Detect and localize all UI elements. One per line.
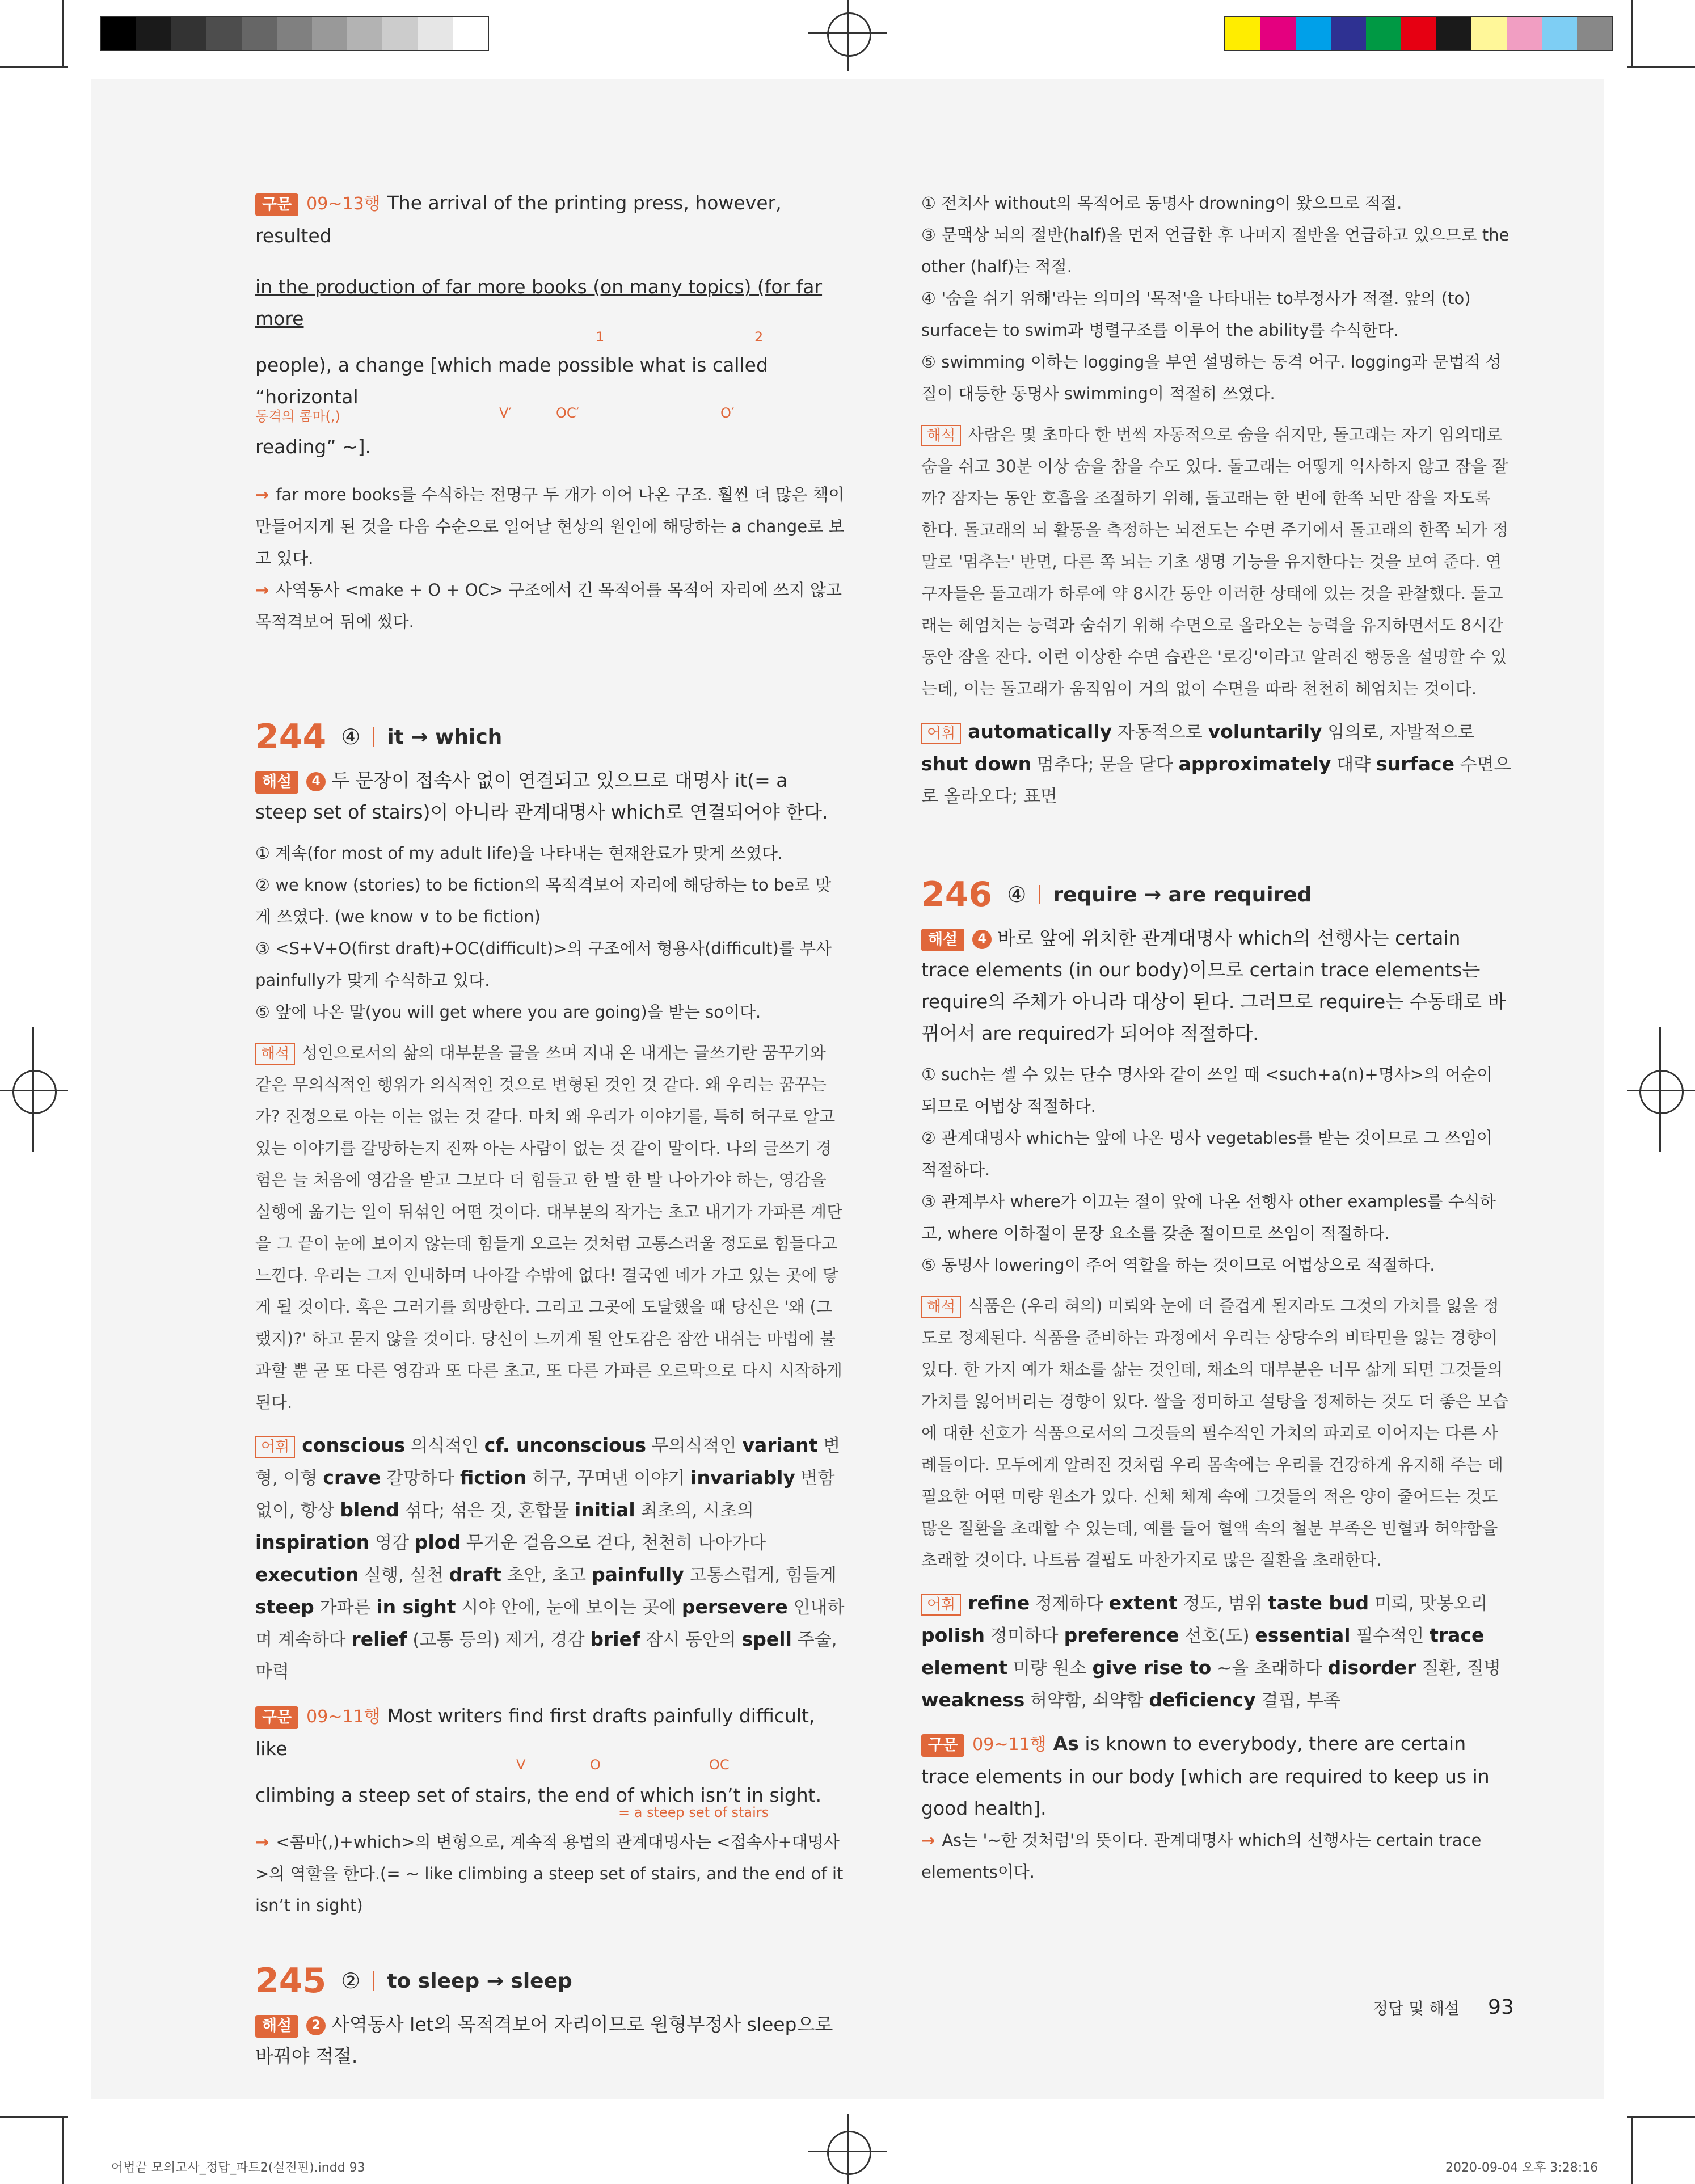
choice-note: ⑤ swimming 이하는 logging을 부연 설명하는 동격 어구. logging과 문법적 성질이 대등한 동명사 swimming이 적절히 쓰였다. xyxy=(921,352,1502,403)
crop-mark xyxy=(62,0,64,68)
vocab-gloss: 잠시 동안의 xyxy=(640,1630,742,1650)
syntax-note: 구문 09~11행 As is known to everybody, there are certain trace elements in our body [which are required to keep us in good health]. xyxy=(921,1732,1490,1819)
question-number: 244 xyxy=(255,717,327,757)
vocab-gloss: 무거운 걸음으로 걷다, 천천히 나아가다 xyxy=(461,1533,766,1553)
vocab-term: crave xyxy=(323,1466,381,1489)
choice-note: ⑤ 앞에 나온 말(you will get where you are going)을 받는 so이다. xyxy=(255,1002,761,1022)
vocab-term: brief xyxy=(590,1628,640,1650)
registration-mark xyxy=(827,2131,871,2175)
vocab-gloss: 실행, 실천 xyxy=(359,1565,449,1586)
question-header-246 xyxy=(921,875,1511,914)
answer-choice: ④ xyxy=(1007,882,1027,907)
vocab-gloss: 주술, 마력 xyxy=(255,1630,837,1682)
vocab-term: approximately xyxy=(1178,753,1331,775)
explanation: 해설 2 사역동사 let의 목적격보어 자리이므로 원형부정사 sleep으로 바꿔야 적절. xyxy=(255,2013,833,2067)
color-swatch xyxy=(1366,17,1401,50)
vocab-gloss: 임의로, 자발적으로 xyxy=(1322,722,1475,743)
color-bar xyxy=(1224,16,1613,51)
vocab-gloss: 정미하다 xyxy=(985,1626,1064,1646)
vocab-term: painfully xyxy=(592,1563,684,1586)
vocab-gloss: 수면으로 올라오다; 표면 xyxy=(921,754,1511,807)
vocab-term: give rise to xyxy=(1092,1656,1212,1679)
vocab-term: deficiency xyxy=(1149,1689,1256,1711)
arrow-icon: → xyxy=(921,1831,935,1850)
arrow-note: → <콤마(,)+which>의 변형으로, 계속적 용법의 관계대명사는 <접속사+대명사>의 역할을 한다.(= ~ like climbing a steep set of stairs, and the end of it isn’t in sight) xyxy=(255,1832,844,1915)
vocab-term: variant xyxy=(742,1434,818,1456)
slug-filename: 어법끝 모의고사_정답_파트2(실전편).indd 93 xyxy=(111,2161,365,2175)
vocabulary: 어휘 conscious 의식적인 cf. unconscious 무의식적인 variant 변형, 이형 crave 갈망하다 fiction 허구, 꾸며낸 이야기 invariably 변함없이, 항상 blend 섞다; 섞은 것, 혼합물 initial 최초의, 시초의 inspiration 영감 plod 무거운 걸음으로 걷다, 천천히 나아가다 execution 실행, 실천 draft 초안, 초고 painfully 고통스럽게, 힘들게 steep 가파른 in sight 시야 안에, 눈에 보이는 곳에 persevere 인내하며 계속하다 relief (고통 등의) 제거, 경감 brief 잠시 동안의 spell 주술, 마력 xyxy=(255,1434,845,1682)
vocab-term: persevere xyxy=(681,1596,788,1618)
vocab-term: initial xyxy=(574,1499,635,1521)
color-swatch xyxy=(1225,17,1260,50)
vocab-term: plod xyxy=(414,1531,461,1553)
vocab-gloss: 허구, 꾸며낸 이야기 xyxy=(526,1468,691,1489)
answer-number-icon: 2 xyxy=(306,2016,326,2035)
sentence-line: people), a change [which made possible what is called “horizontal xyxy=(255,354,768,408)
vocab-term: fiction xyxy=(459,1466,527,1489)
vocab-term: cf. unconscious xyxy=(484,1434,646,1456)
registration-mark xyxy=(12,1070,57,1114)
vocabulary: 어휘 refine 정제하다 extent 정도, 범위 taste bud 미뢰, 맛봉오리 polish 정미하다 preference 선호(도) essential 필수적인 trace element 미량 원소 give rise to ~을 초래하다 disorder 질환, 질병 weakness 허약함, 쇠약함 deficiency 결핍, 부족 xyxy=(921,1592,1501,1711)
vocab-gloss: 선호(도) xyxy=(1179,1626,1255,1646)
question-number: 245 xyxy=(255,1961,327,2001)
vocab-term: relief xyxy=(351,1628,407,1650)
vocab-term: preference xyxy=(1064,1624,1179,1646)
registration-mark xyxy=(0,1090,68,1091)
vocab-gloss: 섞다; 섞은 것, 혼합물 xyxy=(399,1500,575,1521)
vocab-term: conscious xyxy=(302,1434,406,1456)
registration-mark xyxy=(827,12,871,57)
vocab-term: taste bud xyxy=(1268,1592,1369,1614)
divider xyxy=(1039,885,1040,904)
color-swatch xyxy=(347,17,382,50)
vocab-term: spell xyxy=(741,1628,792,1650)
registration-mark xyxy=(32,1027,34,1152)
registration-mark xyxy=(847,2114,849,2184)
grammar-labels: 동격의 콤마(,) V′ OC′ O′ xyxy=(255,405,735,424)
vocab-term: surface xyxy=(1376,753,1454,775)
arrow-note: → far more books를 수식하는 전명구 두 개가 이어 나온 구조. 훨씬 더 많은 책이 만들어지게 된 것을 다음 수순으로 일어날 현상의 원인에 해당하는 a change로 보고 있다. xyxy=(255,485,845,568)
vocab-term: essential xyxy=(1255,1624,1351,1646)
choice-note: ③ 관계부사 where가 이끄는 절이 앞에 나온 선행사 other examples를 수식하고, where 이하절이 문장 요소를 갖춘 절이므로 쓰임이 적절하다. xyxy=(921,1192,1496,1243)
vocab-term: shut down xyxy=(921,753,1032,775)
vocab-gloss: 필수적인 xyxy=(1350,1626,1430,1646)
vocab-gloss: 자동적으로 xyxy=(1112,722,1208,743)
crop-mark xyxy=(1631,0,1633,68)
vocab-gloss: 인내하며 계속하다 xyxy=(255,1597,845,1650)
choice-note: ② we know (stories) to be fiction의 목적격보어 자리에 해당하는 to be로 맞게 쓰였다. (we know ∨ to be fiction) xyxy=(255,875,832,926)
divider xyxy=(373,727,374,747)
vocab-term: blend xyxy=(340,1499,399,1521)
left-column xyxy=(255,187,845,2072)
vocab-term: in sight xyxy=(376,1596,456,1618)
slug-timestamp: 2020-09-04 오후 3:28:16 xyxy=(1445,2161,1599,2175)
page-number: 93 xyxy=(1488,1996,1514,2019)
question-header-244 xyxy=(255,717,845,757)
color-swatch xyxy=(1507,17,1542,50)
vocab-gloss: 정제하다 xyxy=(1030,1593,1109,1614)
vocab-gloss: 고통스럽게, 힘들게 xyxy=(684,1565,837,1586)
grammar-labels: = a steep set of stairs xyxy=(618,1804,769,1820)
answer-choice: ④ xyxy=(341,724,361,749)
vocab-gloss: 영감 xyxy=(369,1533,415,1553)
registration-mark xyxy=(847,0,849,71)
explanation: 해설 4 바로 앞에 위치한 관계대명사 which의 선행사는 certain trace elements (in our body)이므로 certain trace elements는 require의 주체가 아니라 대상이 된다. 그러므로 require는 수동태로 바뀌어서 are required가 되어야 적절하다. xyxy=(921,927,1506,1044)
color-swatch xyxy=(382,17,418,50)
vocab-gloss: 허약함, 쇠약함 xyxy=(1024,1690,1149,1711)
syntax-note xyxy=(255,187,845,252)
sentence-line: reading” ~]. xyxy=(255,436,371,458)
choice-note: ① such는 셀 수 있는 단수 명사와 같이 쓰일 때 <such+a(n)+명사>의 어순이 되므로 어법상 적절하다. xyxy=(921,1065,1493,1116)
footer-label: 정답 및 해설 xyxy=(1373,1999,1460,2018)
vocab-gloss: 시야 안에, 눈에 보이는 곳에 xyxy=(456,1597,682,1618)
line-ref: 09~13행 xyxy=(306,194,381,214)
color-swatch xyxy=(1401,17,1436,50)
registration-mark xyxy=(1627,1090,1695,1091)
vocabulary: 어휘 automatically 자동적으로 voluntarily 임의로, 자발적으로 shut down 멈추다; 문을 닫다 approximately 대략 surface 수면으로 올라오다; 표면 xyxy=(921,720,1511,807)
sentence-text: The arrival of the printing press, however, resulted xyxy=(255,192,782,247)
vocab-term: execution xyxy=(255,1563,359,1586)
color-swatch xyxy=(1331,17,1366,50)
answer-number-icon: 4 xyxy=(972,930,992,949)
arrow-icon: → xyxy=(255,485,269,504)
question-topic: to sleep → sleep xyxy=(387,1969,572,1993)
color-swatch xyxy=(206,17,242,50)
translation: 해석 성인으로서의 삶의 대부분을 글을 쓰며 지내 온 내게는 글쓰기란 꿈꾸기와 같은 무의식적인 행위가 의식적인 것으로 변형된 것인 것 같다. 왜 우리는 꿈꾸는가? 진정으로 아는 이는 없는 것 같다. 마치 왜 우리가 이야기를, 특히 허구로 알고 있는 이야기를 갈망하는지 진짜 아는 사람이 없는 것 같이 말이다. 나의 글쓰기 경험은 늘 처음에 영감을 받고 그보다 더 힘들고 한 발 한 발 나아가야 하는, 영감을 실행에 옮기는 일이 뒤섞인 어떤 것이다. 대부분의 작가는 초고 내기가 가파른 계단을 그 끝이 눈에 보이지 않는데 힘들게 오르는 것처럼 고통스러울 정도로 힘들다고 느낀다. 우리는 그저 인내하며 나아갈 수밖에 없다! 결국엔 네가 가고 있는 곳에 닿게 될 것이다. 혹은 그러기를 희망한다. 그리고 그곳에 도달했을 때 당신은 '왜 (그랬지)?' 하고 묻지 않을 것이다. 당신이 느끼게 될 안도감은 잠깐 내쉬는 마법에 불과할 뿐 곧 또 다른 영감과 또 다른 초고, 또 다른 가파른 오르막으로 다시 시작하게 된다. xyxy=(255,1043,843,1412)
color-swatch xyxy=(1577,17,1612,50)
right-column xyxy=(921,187,1511,1888)
question-header-245 xyxy=(255,1961,845,2001)
choice-note: ① 전치사 without의 목적어로 동명사 drowning이 왔으므로 적절. xyxy=(921,193,1402,213)
modifier-marks: 1 2 xyxy=(596,329,764,345)
crop-mark xyxy=(1631,2116,1633,2184)
color-swatch xyxy=(1436,17,1471,50)
color-swatch xyxy=(312,17,347,50)
color-swatch xyxy=(101,17,136,50)
crop-mark xyxy=(1627,66,1695,68)
arrow-note: → 사역동사 <make + O + OC> 구조에서 긴 목적어를 목적어 자리에 쓰지 않고 목적격보어 뒤에 썼다. xyxy=(255,580,842,631)
vocab-gloss: 초안, 초고 xyxy=(501,1565,592,1586)
choice-note: ② 관계대명사 which는 앞에 나온 명사 vegetables를 받는 것이므로 그 쓰임이 적절하다. xyxy=(921,1128,1492,1179)
choice-note: ① 계속(for most of my adult life)을 나타내는 현재완료가 맞게 쓰였다. xyxy=(255,844,783,863)
vocab-term: refine xyxy=(968,1592,1030,1614)
sentence-line: in the production of far more books (on many topics) (for far more xyxy=(255,276,823,330)
arrow-note: → As는 '~한 것처럼'의 뜻이다. 관계대명사 which의 선행사는 certain trace elements이다. xyxy=(921,1831,1482,1882)
vocab-term: extent xyxy=(1108,1592,1178,1614)
vocab-gloss: 변함없이, 항상 xyxy=(255,1468,835,1521)
color-swatch xyxy=(453,17,488,50)
vocab-gloss: 최초의, 시초의 xyxy=(635,1500,754,1521)
vocab-term: steep xyxy=(255,1596,314,1618)
vocab-gloss: 변형, 이형 xyxy=(255,1436,841,1489)
registration-mark xyxy=(1639,1070,1684,1114)
vocab-gloss: 미뢰, 맛봉오리 xyxy=(1369,1593,1488,1614)
choice-note: ④ '숨을 쉬기 위해'라는 의미의 '목적'을 나타내는 to부정사가 적절. 앞의 (to) surface는 to swim과 병렬구조를 이루어 the ability를 수식한다. xyxy=(921,289,1471,340)
vocab-term: disorder xyxy=(1327,1656,1416,1679)
color-swatch xyxy=(242,17,277,50)
vocab-term: invariably xyxy=(690,1466,795,1489)
syntax-note: 구문 09~11행 Most writers find first drafts painfully difficult, like xyxy=(255,1705,815,1760)
answer-choice: ② xyxy=(341,1968,361,1993)
color-swatch xyxy=(277,17,312,50)
vocab-gloss: 질환, 질병 xyxy=(1416,1658,1501,1679)
translation: 해석 식품은 (우리 혀의) 미뢰와 눈에 더 즐겁게 될지라도 그것의 가치를 잃을 정도로 정제된다. 식품을 준비하는 과정에서 우리는 상당수의 비타민을 잃는 경향이 있다. 한 가지 예가 채소를 삶는 것인데, 채소의 대부분은 너무 삶게 되면 그것들의 가치를 잃어버리는 경향이 있다. 쌀을 정미하고 설탕을 정제하는 것도 더 좋은 모습에 대한 선호가 식품으로서의 그것들의 필수적인 가치의 파괴로 이어지는 다른 사례들이다. 모두에게 알려진 것처럼 우리 몸속에는 우리를 건강하게 유지해 주는 데 필요한 어떤 미량 원소가 있다. 신체 체계 속에 그것들의 적은 양이 줄어드는 것도 많은 질환을 초래할 수 있는데, 예를 들어 혈액 속의 철분 부족은 빈혈과 허약함을 초래할 것이다. 나트륨 결핍도 마찬가지로 많은 질환을 초래한다. xyxy=(921,1296,1509,1570)
divider xyxy=(373,1971,374,1991)
crop-mark xyxy=(1627,2116,1695,2118)
vocab-term: inspiration xyxy=(255,1531,370,1553)
vocab-gloss: 결핍, 부족 xyxy=(1255,1690,1340,1711)
vocab-term: automatically xyxy=(968,720,1112,743)
vocab-gloss: 의식적인 xyxy=(405,1436,484,1456)
explanation: 해설 4 두 문장이 접속사 없이 연결되고 있으므로 대명사 it(= a steep set of stairs)이 아니라 관계대명사 which로 연결되어야 한다. xyxy=(255,769,828,823)
choice-note: ③ 문맥상 뇌의 절반(half)을 먼저 언급한 후 나머지 절반을 언급하고 있으므로 the other (half)는 적절. xyxy=(921,225,1510,276)
vocab-gloss: 멈추다; 문을 닫다 xyxy=(1031,754,1179,775)
crop-mark xyxy=(0,66,68,68)
vocab-gloss: 정도, 범위 xyxy=(1177,1593,1268,1614)
crop-mark xyxy=(0,2116,68,2118)
vocab-gloss: 대략 xyxy=(1331,754,1376,775)
vocab-gloss: 무의식적인 xyxy=(646,1436,743,1456)
grammar-labels: V O OC xyxy=(516,1757,730,1773)
choice-note: ⑤ 동명사 lowering이 주어 역할을 하는 것이므로 어법상으로 적절하다. xyxy=(921,1255,1435,1275)
answer-number-icon: 4 xyxy=(306,772,326,791)
vocab-gloss: 갈망하다 xyxy=(381,1468,460,1489)
question-topic: it → which xyxy=(387,725,503,749)
vocab-term: draft xyxy=(449,1563,501,1586)
color-swatch xyxy=(418,17,453,50)
vocab-term: polish xyxy=(921,1624,985,1646)
vocab-gloss: 가파른 xyxy=(314,1597,377,1618)
vocab-gloss: (고통 등의) 제거, 경감 xyxy=(407,1630,591,1650)
arrow-icon: → xyxy=(255,1832,269,1852)
color-swatch xyxy=(171,17,206,50)
question-topic: require → are required xyxy=(1053,883,1312,907)
arrow-icon: → xyxy=(255,580,269,600)
grayscale-bar xyxy=(100,16,489,51)
vocab-gloss: 미량 원소 xyxy=(1007,1658,1093,1679)
vocab-term: trace element xyxy=(921,1624,1485,1679)
vocab-gloss: ~을 초래하다 xyxy=(1211,1658,1328,1679)
page-footer xyxy=(1373,1996,1514,2019)
translation: 해석 사람은 몇 초마다 한 번씩 자동적으로 숨을 쉬지만, 돌고래는 자기 임의대로 숨을 쉬고 30분 이상 숨을 참을 수도 있다. 돌고래는 어떻게 익사하지 않고 잠을 잘까? 잠자는 동안 호흡을 조절하기 위해, 돌고래는 한 번에 한쪽 뇌만 잠을 자도록 한다. 돌고래의 뇌 활동을 측정하는 뇌전도는 수면 주기에서 돌고래의 한쪽 뇌가 정말로 '멈추는' 반면, 다른 쪽 뇌는 기초 생명 기능을 유지한다는 것을 보여 준다. 연구자들은 돌고래가 하루에 약 8시간 동안 이러한 상태에 있는 것을 관찰했다. 돌고래는 헤엄치는 능력과 숨쉬기 위해 수면으로 올라오는 능력을 유지하면서도 8시간 동안 잠을 잔다. 이런 이상한 수면 습관은 '로깅'이라고 알려진 행동을 설명할 수 있는데, 이는 돌고래가 움직임이 거의 없이 수면을 따라 천천히 헤엄치는 것이다. xyxy=(921,425,1509,698)
vocab-term: weakness xyxy=(921,1689,1025,1711)
color-swatch xyxy=(1471,17,1507,50)
registration-mark xyxy=(1659,1027,1661,1152)
sentence-line: climbing a steep set of stairs, the end of which isn’t in sight. xyxy=(255,1784,822,1806)
choice-note: ③ <S+V+O(first draft)+OC(difficult)>의 구조에서 형용사(difficult)를 부사 painfully가 맞게 수식하고 있다. xyxy=(255,939,832,990)
color-swatch xyxy=(1260,17,1296,50)
crop-mark xyxy=(62,2116,64,2184)
vocab-term: voluntarily xyxy=(1208,720,1322,743)
syntax-tag: 구문 xyxy=(255,193,298,216)
color-swatch xyxy=(136,17,171,50)
question-number: 246 xyxy=(921,875,993,914)
color-swatch xyxy=(1296,17,1331,50)
color-swatch xyxy=(1542,17,1577,50)
